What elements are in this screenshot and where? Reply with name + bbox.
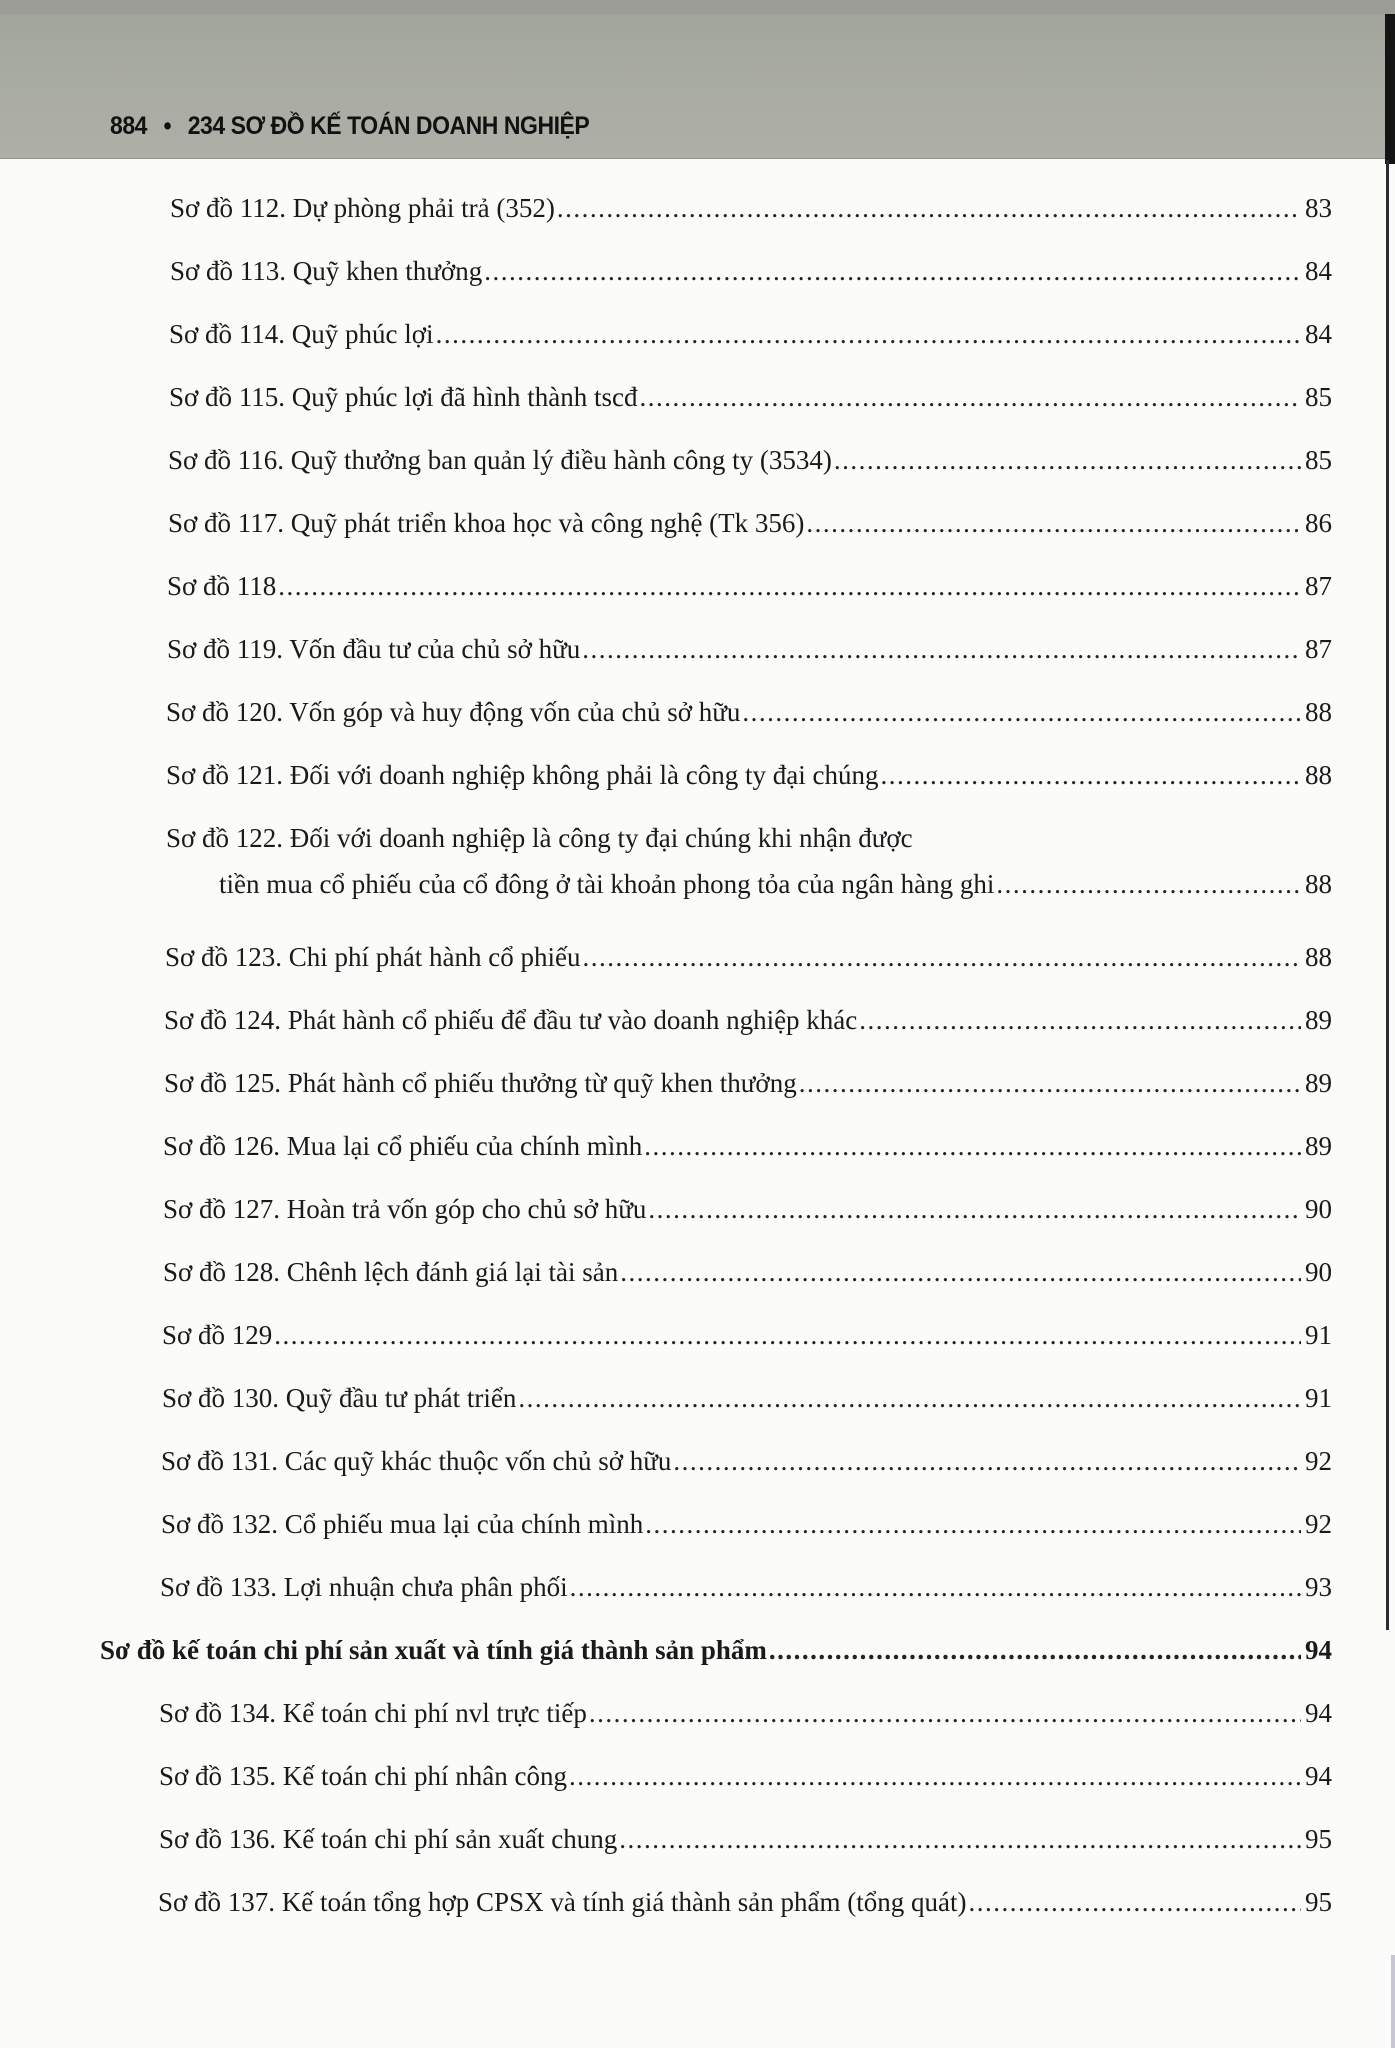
dot-leader	[518, 1381, 1301, 1415]
toc-entry-page-number: 87	[1305, 571, 1332, 601]
toc-entry-title: Sơ đồ 132. Cổ phiếu mua lại của chính mình	[161, 1509, 644, 1539]
toc-entry-page-number: 83	[1305, 193, 1332, 223]
toc-entry[interactable]	[167, 569, 1332, 603]
toc-entry[interactable]	[164, 1003, 1332, 1037]
dot-leader	[799, 1066, 1301, 1100]
toc-entry-continuation[interactable]	[219, 867, 1332, 901]
dot-leader	[968, 1885, 1301, 1919]
toc-entry[interactable]	[170, 254, 1332, 288]
toc-entry[interactable]	[159, 1696, 1332, 1730]
header-page-number: 884	[110, 112, 148, 140]
page-edge-line	[1386, 160, 1389, 1630]
dot-leader	[589, 1696, 1301, 1730]
toc-entry[interactable]	[163, 1255, 1332, 1289]
toc-entry-title: Sơ đồ 124. Phát hành cổ phiếu để đầu tư vào doanh nghiệp khác	[164, 1005, 858, 1035]
toc-entry-title: Sơ đồ 121. Đối với doanh nghiệp không phải là công ty đại chúng	[166, 760, 879, 790]
toc-section-heading[interactable]	[100, 1633, 1332, 1667]
toc-entry[interactable]	[158, 1885, 1332, 1919]
header-separator: •	[163, 112, 172, 140]
toc-entry-title: Sơ đồ kế toán chi phí sản xuất và tính giá thành sản phẩm	[100, 1635, 767, 1665]
toc-entry-title: Sơ đồ 119. Vốn đầu tư của chủ sở hữu	[167, 634, 581, 664]
toc-entry-page-number: 95	[1305, 1887, 1332, 1917]
toc-entry-page-number: 95	[1305, 1824, 1332, 1854]
dot-leader	[880, 758, 1301, 792]
toc-entry[interactable]	[169, 380, 1332, 414]
toc-entry-title: Sơ đồ 112. Dự phòng phải trả (352)	[170, 193, 555, 223]
toc-entry-page-number: 88	[1305, 869, 1332, 899]
toc-entry-title: Sơ đồ 128. Chênh lệch đánh giá lại tài sản	[163, 1257, 619, 1287]
toc-entry[interactable]	[167, 632, 1332, 666]
dot-leader	[806, 506, 1301, 540]
dot-leader	[673, 1444, 1301, 1478]
toc-entry-page-number: 88	[1305, 942, 1332, 972]
toc-entry-title: Sơ đồ 134. Kể toán chi phí nvl trực tiếp	[159, 1698, 587, 1728]
toc-entry-title: Sơ đồ 137. Kế toán tổng hợp CPSX và tính giá thành sản phẩm (tổng quát)	[158, 1887, 967, 1917]
dot-leader	[769, 1633, 1301, 1667]
dot-leader	[619, 1822, 1301, 1856]
toc-entry-page-number: 91	[1305, 1320, 1332, 1350]
dot-leader	[644, 1129, 1301, 1163]
running-header	[110, 112, 589, 141]
toc-entry[interactable]	[165, 940, 1332, 974]
toc-entry-title: Sơ đồ 135. Kế toán chi phí nhân công	[159, 1761, 567, 1791]
toc-entry-page-number: 92	[1305, 1509, 1332, 1539]
toc-entry-page-number: 84	[1305, 319, 1332, 349]
toc-entry-title: Sơ đồ 136. Kế toán chi phí sản xuất chung	[159, 1824, 618, 1854]
toc-entry-page-number: 94	[1305, 1698, 1332, 1728]
toc-entry-title: Sơ đồ 126. Mua lại cổ phiếu của chính mình	[163, 1131, 643, 1161]
dot-leader	[996, 867, 1301, 901]
toc-entry-title: Sơ đồ 120. Vốn góp và huy động vốn của chủ sở hữu	[166, 697, 741, 727]
toc-entry-title: Sơ đồ 131. Các quỹ khác thuộc vốn chủ sở hữu	[161, 1446, 672, 1476]
toc-entry[interactable]	[162, 1318, 1332, 1352]
dot-leader	[583, 940, 1302, 974]
toc-entry-title-continuation: tiền mua cổ phiếu của cổ đông ở tài khoản phong tỏa của ngân hàng ghi	[219, 869, 995, 899]
toc-entry-page-number: 89	[1305, 1005, 1332, 1035]
dot-leader	[569, 1759, 1301, 1793]
dot-leader	[274, 1318, 1301, 1352]
toc-entry[interactable]	[163, 1192, 1332, 1226]
toc-entry[interactable]	[166, 821, 1332, 855]
toc-entry-page-number: 93	[1305, 1572, 1332, 1602]
toc-entry-page-number: 86	[1305, 508, 1332, 538]
toc-entry-title: Sơ đồ 129	[162, 1320, 273, 1350]
toc-entry-page-number: 88	[1305, 760, 1332, 790]
toc-entry-title: Sơ đồ 123. Chi phí phát hành cổ phiếu	[165, 942, 581, 972]
toc-entry-page-number: 89	[1305, 1068, 1332, 1098]
dot-leader	[278, 569, 1301, 603]
toc-entry[interactable]	[170, 191, 1332, 225]
toc-entry[interactable]	[162, 1381, 1332, 1415]
toc-entry-title: Sơ đồ 118	[167, 571, 277, 601]
toc-entry-title: Sơ đồ 125. Phát hành cổ phiếu thưởng từ quỹ khen thưởng	[164, 1068, 797, 1098]
toc-entry-title: Sơ đồ 114. Quỹ phúc lợi	[169, 319, 434, 349]
dot-leader	[648, 1192, 1301, 1226]
toc-entry[interactable]	[163, 1129, 1332, 1163]
toc-entry-title: Sơ đồ 130. Quỹ đầu tư phát triển	[162, 1383, 517, 1413]
toc-entry-title: Sơ đồ 116. Quỹ thưởng ban quản lý điều hành công ty (3534)	[168, 445, 832, 475]
toc-entry[interactable]	[161, 1444, 1332, 1478]
toc-entry-page-number: 94	[1305, 1761, 1332, 1791]
page-edge-line-lower	[1391, 1955, 1395, 2048]
toc-entry-title: Sơ đồ 122. Đối với doanh nghiệp là công ty đại chúng khi nhận được	[166, 823, 913, 853]
toc-entry[interactable]	[159, 1759, 1332, 1793]
toc-entry-page-number: 85	[1305, 445, 1332, 475]
toc-entry-page-number: 88	[1305, 697, 1332, 727]
toc-entry[interactable]	[168, 506, 1332, 540]
toc-entry-page-number: 90	[1305, 1257, 1332, 1287]
toc-entry[interactable]	[160, 1570, 1332, 1604]
toc-entry[interactable]	[168, 443, 1332, 477]
page-edge-shadow	[1385, 14, 1395, 164]
dot-leader	[640, 380, 1301, 414]
dot-leader	[859, 1003, 1301, 1037]
toc-entry[interactable]	[161, 1507, 1332, 1541]
dot-leader	[620, 1255, 1301, 1289]
toc-entry-page-number: 90	[1305, 1194, 1332, 1224]
dot-leader	[557, 191, 1301, 225]
dot-leader	[484, 254, 1301, 288]
dot-leader	[645, 1507, 1301, 1541]
header-book-title: 234 SƠ ĐỒ KẾ TOÁN DOANH NGHIỆP	[187, 112, 590, 140]
toc-entry[interactable]	[166, 758, 1332, 792]
toc-entry[interactable]	[164, 1066, 1332, 1100]
toc-entry-page-number: 87	[1305, 634, 1332, 664]
toc-entry-page-number: 84	[1305, 256, 1332, 286]
dot-leader	[742, 695, 1301, 729]
toc-entry-title: Sơ đồ 117. Quỹ phát triển khoa học và công nghệ (Tk 356)	[168, 508, 805, 538]
toc-entry-page-number: 89	[1305, 1131, 1332, 1161]
page-curl-shadow	[0, 0, 1395, 14]
toc-entry-page-number: 92	[1305, 1446, 1332, 1476]
dot-leader	[834, 443, 1301, 477]
toc-entry[interactable]	[159, 1822, 1332, 1856]
toc-entry[interactable]	[169, 317, 1332, 351]
toc-entry-title: Sơ đồ 133. Lợi nhuận chưa phân phối	[160, 1572, 568, 1602]
toc-entry-page-number: 94	[1305, 1635, 1332, 1665]
dot-leader	[570, 1570, 1301, 1604]
dot-leader	[436, 317, 1301, 351]
toc-entry[interactable]	[166, 695, 1332, 729]
toc-entry-title: Sơ đồ 127. Hoàn trả vốn góp cho chủ sở hữu	[163, 1194, 647, 1224]
toc-entry-page-number: 91	[1305, 1383, 1332, 1413]
toc-entry-title: Sơ đồ 113. Quỹ khen thưởng	[170, 256, 483, 286]
toc-entry-page-number: 85	[1305, 382, 1332, 412]
toc-entry-title: Sơ đồ 115. Quỹ phúc lợi đã hình thành tscđ	[169, 382, 638, 412]
dot-leader	[582, 632, 1301, 666]
